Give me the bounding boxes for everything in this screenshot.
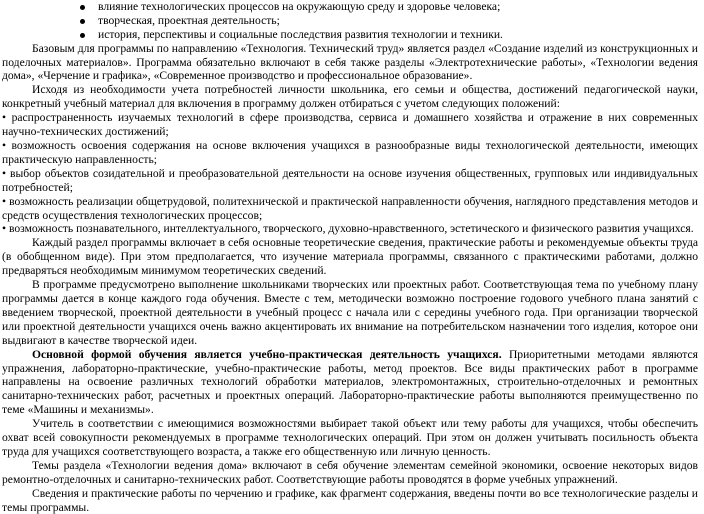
paragraph-section-structure: Каждый раздел программы включает в себя основные теоретические сведения, практические работы и рекомендуемые объекты труда (в обобщенном виде). При этом предполагается, что изучение материала программы, связанного с практическими работами, должно предваряться необходимым минимумом теоретических сведений. [2,236,698,278]
principle-item: • возможность познавательного, интеллектуального, творческого, духовно-нравственного, эстетического и физического развития учащихся. [2,222,694,236]
principle-item: • распространенность изучаемых технологий в сфере производства, сервиса и домашнего хозяйства и отражение в них современных научно-технических достижений; [2,111,698,139]
paragraph-base-section: Базовым для программы по направлению «Технология. Технический труд» является раздел «Создание изделий из конструкционных и поделочных материалов». Программа обязательно включают в себя также разделы «Электротехнические работы», «Технологии ведения дома», «Черчение и графика», «Современное производство и профессиональное образование». [2,41,698,83]
paragraph-teacher-choice: Учитель в соответствии с имеющимися возможностями выбирает такой объект или тему работы для учащихся, чтобы обеспечить охват всей совокупности рекомендуемых в программе технологических операций. При этом он должен учитывать посильность объекта труда для учащихся соответствующего возраста, а также его общественную или личную ценность. [2,417,698,458]
paragraph-project-work: В программе предусмотрено выполнение школьниками творческих или проектных работ. Соответствующая тема по учебному плану программы дается в конце каждого года обучения. Вместе с тем, методически возможно построение годового учебного плана занятий с введением творческой, проектной деятельности в учебный процесс с начала или с середины учебного года. При организации творческой или проектной деятельности учащихся очень важно акцентировать их внимание на потребительском назначении того изделия, которое они выдвигают в качестве творческой идеи. [2,278,698,347]
principle-item: • возможность реализации общетрудовой, политехнической и практической направленности обучения, наглядного представления методов и средств осуществления технологических процессов; [2,194,698,222]
document-body [0,42,704,514]
topic-bullet-list [0,0,704,42]
list-item: влияние технологических процессов на окружающую среду и здоровье человека; [0,0,704,14]
bold-statement: Основной формой обучения является учебно-практическая деятельность учащихся. [32,347,502,361]
paragraph-household-tech: Темы раздела «Технологии ведения дома» включают в себя обучение элементам семейной экономики, освоение некоторых видов ремонтно-отделочных и санитарно-технических работ. Соответствующие работы проводятся в форме учебных упражнений. [2,458,698,486]
paragraph-drawing-graphics: Сведения и практические работы по черчению и графике, как фрагмент содержания, введены почти во все технологические разделы и темы программы. [2,486,698,514]
list-item: творческая, проектная деятельность; [0,14,704,28]
paragraph-selection-principles: Исходя из необходимости учета потребностей личности школьника, его семьи и общества, достижений педагогической науки, конкретный учебный материал для включения в программу должен отбираться с учетом следующих положений: [2,83,698,111]
bullet-icon [80,19,85,24]
bullet-icon [80,5,85,10]
bullet-icon [80,33,85,38]
list-item: история, перспективы и социальные последствия развития технологии и техники. [0,28,704,42]
paragraph-main-form: Основной формой обучения является учебно-практическая деятельность учащихся. Приоритетными методами являются упражнения, лабораторно-практические, учебно-практические работы, метод проектов. Все виды практических работ в программе направлены на освоение различных технологий обработки материалов, электромонтажных, строительно-отделочных и ремонтных санитарно-технических работ, расчетных и проектных операций. Лабораторно-практические работы выполняются преимущественно по теме «Машины и механизмы». [2,347,698,417]
principle-item: • возможность освоения содержания на основе включения учащихся в разнообразные виды технологической деятельности, имеющих практическую направленность; [2,139,698,166]
principle-item: • выбор объектов созидательной и преобразовательной деятельности на основе изучения общественных, групповых или индивидуальных потребностей; [2,166,698,194]
